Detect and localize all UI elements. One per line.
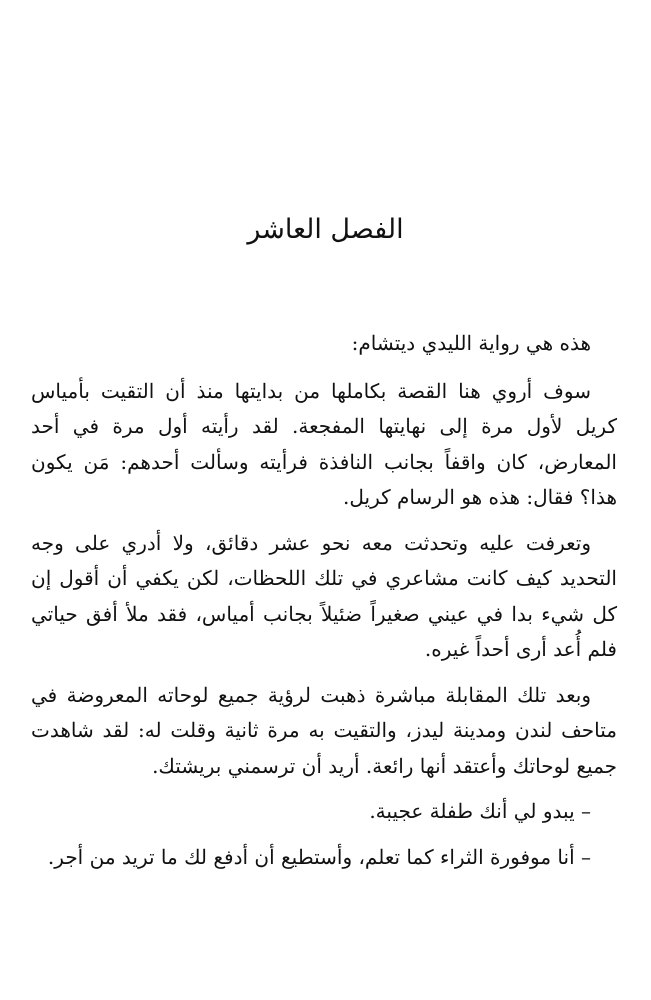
paragraph-intro: هذه هي رواية الليدي ديتشام:: [351, 331, 591, 355]
paragraph-paintings: وبعد تلك المقابلة مباشرة ذهبت لرؤية جميع لوحاته المعروضة في متاحف لندن ومدينة ليدز، والتقيت به مرة ثانية وقلت له: لقد شاهدت جميع لوحاتك وأعتقد أنها رائعة. أريد أن ترسمني بريشتك.: [31, 682, 617, 778]
dialogue-line-2: – أنا موفورة الثراء كما تعلم، وأستطيع أن أدفع لك ما تريد من أجر.: [47, 844, 591, 869]
chapter-title: الفصل العاشر: [247, 214, 404, 245]
paragraph-first-meeting: سوف أروي هنا القصة بكاملها من بدايتها منذ أن التقيت بأمياس كريل لأول مرة إلى نهايتها المفجعة. لقد رأيته أول مرة في أحد المعارض، كان واقفاً بجانب النافذة فرأيته وسألت أحدهم: مَن يكون هذا؟ فقال: هذه هو الرسام كريل.: [31, 378, 617, 509]
dialogue-line-1: – يبدو لي أنك طفلة عجيبة.: [369, 799, 591, 823]
chapter-body: [31, 326, 617, 885]
paragraph-acquaintance: وتعرفت عليه وتحدثت معه نحو عشر دقائق، ولا أدري على وجه التحديد كيف كانت مشاعري في تلك اللحظات، لكن يكفي أن أقول إن كل شيء بدا في عيني صغيراً ضئيلاً بجانب أمياس، فقد ملأ أفق حياتي فلم أُعد أرى أحداً غيره.: [31, 530, 617, 661]
